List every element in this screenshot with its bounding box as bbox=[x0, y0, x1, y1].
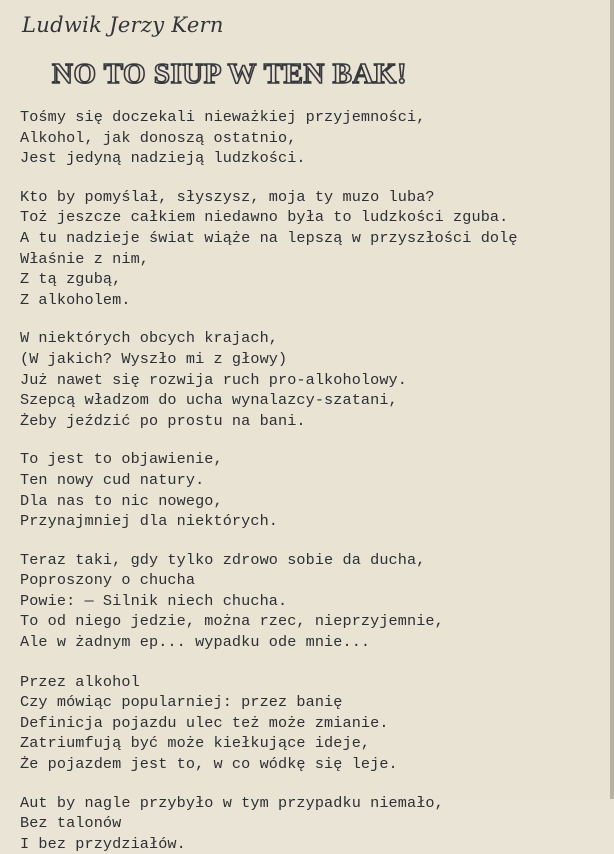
poem-line: Z alkoholem. bbox=[20, 290, 131, 309]
poem-line: Powie: — Silnik niech chucha. bbox=[20, 591, 288, 610]
poem-line: Zatriumfują być może kiełkujące ideje, bbox=[20, 734, 371, 753]
poem-line: W niektórych obcych krajach, bbox=[20, 329, 278, 348]
poem-line: Toż jeszcze całkiem niedawno była to ludzkości zguba. bbox=[20, 208, 509, 227]
poem-line: Dla nas to nic nowego, bbox=[20, 491, 223, 510]
poem-line: Aut by nagle przybyło w tym przypadku niemało, bbox=[20, 793, 444, 812]
poem-line: Bez talonów bbox=[20, 814, 122, 833]
poem-line: Przez alkohol bbox=[20, 672, 140, 691]
poem-line: To od niego jedzie, można rzec, nieprzyjemnie, bbox=[20, 612, 444, 631]
poem-line: Przynajmniej dla niektórych. bbox=[20, 512, 278, 531]
poem-line: To jest to objawienie, bbox=[20, 450, 223, 469]
poem-line: Tośmy się doczekali nieważkiej przyjemności, bbox=[20, 108, 426, 126]
poem-line: Właśnie z nim, bbox=[20, 249, 149, 268]
poem-line: Z tą zgubą, bbox=[20, 270, 122, 289]
poem-line: Czy mówiąc popularniej: przez banię bbox=[20, 693, 343, 712]
poem-line: Teraz taki, gdy tylko zdrowo sobie da ducha, bbox=[20, 550, 426, 569]
poem-line: A tu nadzieje świat wiąże na lepszą w przyszłości dolę bbox=[20, 228, 518, 247]
stanza bbox=[20, 449, 594, 531]
stanza bbox=[20, 793, 594, 854]
poem-line: Jest jedyną nadzieją ludzkości. bbox=[20, 149, 306, 168]
poem-line: Ale w żadnym ep... wypadku ode mnie... bbox=[20, 633, 371, 652]
poem-line: Ten nowy cud natury. bbox=[20, 470, 205, 489]
article-title: NO TO SIUP W TEN BAK! bbox=[52, 58, 408, 90]
poem-line: Że pojazdem jest to, w co wódkę się leje. bbox=[20, 755, 398, 774]
stanza bbox=[20, 187, 594, 311]
poem-line: Już nawet się rozwija ruch pro-alkoholowy. bbox=[20, 370, 407, 389]
poem-line: Szepcą władzom do ucha wynalazcy-szatani, bbox=[20, 391, 398, 410]
poem-line: Kto by pomyślał, słyszysz, moja ty muzo luba? bbox=[20, 187, 435, 206]
poem-line: Definicja pojazdu ulec też może zmianie. bbox=[20, 713, 389, 732]
poem-line: Poproszony o chucha bbox=[20, 571, 196, 590]
stanza bbox=[20, 672, 594, 775]
author-byline: Ludwik Jerzy Kern bbox=[22, 13, 224, 37]
poem-line: Żeby jeździć po prostu na bani. bbox=[20, 411, 306, 430]
stanza bbox=[20, 550, 594, 653]
poem-line: Alkohol, jak donoszą ostatnio, bbox=[20, 128, 297, 147]
poem-body bbox=[20, 107, 594, 854]
poem-line: (W jakich? Wyszło mi z głowy) bbox=[20, 349, 288, 368]
poem-line: I bez przydziałów. bbox=[20, 834, 186, 853]
stanza bbox=[20, 107, 594, 169]
stanza bbox=[20, 328, 594, 431]
